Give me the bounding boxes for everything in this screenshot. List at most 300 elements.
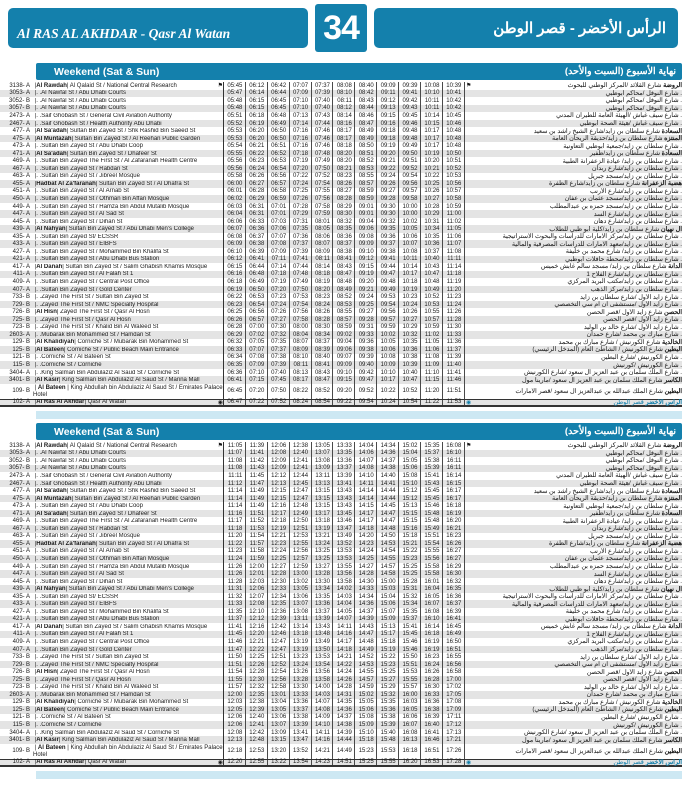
time-cell: 05:52 bbox=[224, 120, 246, 128]
time-cell: 09:16 bbox=[377, 120, 399, 128]
stop-name-ar: البطين شارع الكورنيش / الشاطئ العام (المدخل الرئيسي) bbox=[532, 706, 682, 714]
time-cell: 08:54 bbox=[312, 400, 334, 405]
time-cell: 14:17 bbox=[355, 517, 377, 525]
stop-id: 463- A bbox=[12, 533, 30, 540]
time-cell: 10:11 bbox=[399, 256, 421, 264]
time-cell: 14:07 bbox=[312, 699, 334, 707]
stop-name-ar: . شارع مبارك بن محمد /شارع حمدان bbox=[586, 331, 682, 339]
time-cell: 14:11 bbox=[312, 729, 334, 737]
stop-name: | . .Sultan Bin Zayed St / Gold Center bbox=[33, 286, 132, 293]
time-cell: 11:28 bbox=[443, 316, 465, 324]
time-cell: 13:48 bbox=[312, 631, 334, 639]
stop-name-ar: . شارع النوفل /محاكم ابوظبي bbox=[605, 464, 682, 472]
time-cell: 16:40 bbox=[421, 721, 443, 729]
time-cell: 14:31 bbox=[333, 691, 355, 699]
stop-id: 407- A bbox=[12, 286, 30, 293]
time-cell: 09:10 bbox=[355, 248, 377, 256]
time-cell: 08:29 bbox=[333, 203, 355, 211]
stop-name: | . .Sultan Bin Zayed St / Mohammed Bin Khalifa St bbox=[33, 608, 169, 615]
time-cell: 16:18 bbox=[443, 502, 465, 510]
time-cell: 17:28 bbox=[443, 760, 465, 765]
stop-name-ar: . شارع سلطان بن زايد/مركز الذهب bbox=[590, 286, 682, 294]
time-cell: 06:31 bbox=[246, 210, 268, 218]
stop-name-ar: البطين شارع الكورنيش / الشاطئ العام (المدخل الرئيسي) bbox=[532, 346, 682, 354]
stop-name-ar: . شارع سلطان بن زايد/معهد الامارات للدراسات المصرفية والمالية bbox=[511, 240, 682, 248]
time-cell: 10:27 bbox=[399, 316, 421, 324]
time-cell: 15:15 bbox=[399, 517, 421, 525]
stop-name: | . .Sultan Bin Zayed St / Dihan St bbox=[33, 218, 123, 225]
stop-id: 417- A bbox=[12, 623, 30, 630]
time-cell: 06:38 bbox=[246, 240, 268, 248]
time-cell: 09:28 bbox=[355, 316, 377, 324]
time-columns bbox=[223, 450, 465, 458]
time-cell: 16:38 bbox=[421, 706, 443, 714]
time-cell: 15:31 bbox=[399, 585, 421, 593]
time-cell: 09:54 bbox=[377, 301, 399, 309]
table-row bbox=[0, 369, 682, 377]
time-cell: 16:18 bbox=[399, 744, 421, 759]
stop-id: 411- A bbox=[13, 631, 30, 638]
stop-name: | . .Sultan Bin Zayed St / Abu Dhabi Coop bbox=[33, 143, 143, 150]
time-cell: 10:59 bbox=[421, 324, 443, 332]
time-cell: 17:26 bbox=[443, 744, 465, 759]
time-cell: 10:53 bbox=[443, 173, 465, 181]
time-cell: 14:41 bbox=[377, 480, 399, 488]
stop-name-ar: . شارع سلطان بن زايد/شارع الأرنب bbox=[589, 187, 682, 195]
time-cell: 14:25 bbox=[355, 555, 377, 563]
time-cell: 08:27 bbox=[333, 188, 355, 196]
time-cell: 09:27 bbox=[355, 308, 377, 316]
time-cell: 12:06 bbox=[224, 714, 246, 722]
time-cell: 08:16 bbox=[333, 120, 355, 128]
time-cell: 09:01 bbox=[355, 210, 377, 218]
stop-name: | . .Corniche St / Corniche bbox=[33, 362, 102, 368]
time-cell: 09:48 bbox=[399, 127, 421, 135]
stop-name: | Al Nahyan | Sultan Bin Zayed St / Abu Dhabi Men's College bbox=[33, 226, 195, 233]
time-columns bbox=[223, 339, 465, 347]
stop-id: 427- A bbox=[12, 248, 30, 255]
time-cell: 16:46 bbox=[421, 736, 443, 744]
time-cell: 12:08 bbox=[246, 600, 268, 608]
stop-name-ar: . شارع سيف غباش /هيئة الصحة أبوظبي bbox=[579, 120, 682, 127]
stop-id: 469- A bbox=[12, 158, 30, 165]
time-cell: 12:20 bbox=[246, 631, 268, 639]
time-cell: 09:21 bbox=[355, 286, 377, 294]
time-cell: 12:25 bbox=[246, 653, 268, 661]
time-cell: 14:44 bbox=[377, 487, 399, 495]
time-cell: 05:48 bbox=[224, 105, 246, 113]
time-cell: 07:29 bbox=[290, 210, 312, 218]
time-cell: 08:04 bbox=[290, 331, 312, 339]
time-cell: 10:48 bbox=[421, 278, 443, 286]
time-cell: 06:57 bbox=[246, 316, 268, 324]
time-cell: 06:15 bbox=[224, 263, 246, 271]
time-cell: 09:42 bbox=[399, 97, 421, 105]
table-row bbox=[0, 256, 682, 264]
time-cell: 06:24 bbox=[246, 165, 268, 173]
time-cell: 13:20 bbox=[268, 744, 290, 759]
time-cell: 12:38 bbox=[246, 699, 268, 707]
stop-name-ar: المنتزه شارع سلطان بن زايد/حديقة الريحان العامة bbox=[552, 135, 682, 143]
time-cell: 13:05 bbox=[268, 706, 290, 714]
time-cell: 08:26 bbox=[333, 180, 355, 188]
table-row bbox=[0, 502, 682, 510]
stop-id: 3401- B bbox=[8, 737, 30, 744]
time-cell: 12:09 bbox=[268, 465, 290, 473]
route-title-en: Al RAS AL AKHDAR - Qasr Al Watan bbox=[17, 26, 231, 41]
time-cell: 12:21 bbox=[246, 638, 268, 646]
time-cell: 08:07 bbox=[312, 240, 334, 248]
time-cell: 16:01 bbox=[421, 578, 443, 586]
time-cell: 08:17 bbox=[333, 135, 355, 143]
stop-name: | . .Zayed The First St / Qasr Al Hosn bbox=[33, 316, 131, 323]
table-row bbox=[0, 188, 682, 196]
stop-name: | Al Muntazah | Sultan Bin Zayed St / Al Reehan Public Garden bbox=[33, 135, 201, 142]
time-cell: 07:37 bbox=[290, 240, 312, 248]
time-cell: 07:22 bbox=[246, 400, 268, 405]
time-cell: 08:08 bbox=[333, 82, 355, 90]
time-cell: 10:17 bbox=[421, 135, 443, 143]
time-columns bbox=[223, 706, 465, 714]
time-cell: 06:44 bbox=[268, 90, 290, 98]
time-cell: 08:40 bbox=[312, 354, 334, 362]
stop-name: | . .Sultan Bin Zayed St / Rabdan St bbox=[33, 525, 128, 532]
time-cell: 06:06 bbox=[224, 218, 246, 226]
time-cell: 09:24 bbox=[377, 173, 399, 181]
table-row bbox=[0, 195, 682, 203]
stop-name: | Al Muntazah | Sultan Bin Zayed St / Al Reehan Public Garden bbox=[33, 495, 201, 502]
stop-name: | . .Sultan Bin Zayed St / EIBFS bbox=[33, 601, 117, 608]
time-cell: 07:20 bbox=[246, 384, 268, 399]
time-cell: 09:49 bbox=[399, 142, 421, 150]
stop-name: | . .Sultan Bin Zayed St / Al Falah St 1 bbox=[33, 271, 134, 278]
time-cell: 12:19 bbox=[268, 525, 290, 533]
time-cell: 14:38 bbox=[333, 721, 355, 729]
time-cell: 08:24 bbox=[290, 400, 312, 405]
time-cell: 13:33 bbox=[290, 691, 312, 699]
time-cell: 11:02 bbox=[443, 218, 465, 226]
time-cell: 16:35 bbox=[443, 585, 465, 593]
stop-name: | . .Al Nawfal St / Abu Dhabi Courts bbox=[33, 457, 126, 464]
time-columns bbox=[223, 316, 465, 324]
time-cell: 07:26 bbox=[268, 308, 290, 316]
stop-name-ar: . شارع الملك سلمان بن عبد العزيز آل سعود /شارع الكورنيش bbox=[524, 729, 682, 737]
time-cell: 13:06 bbox=[268, 714, 290, 722]
time-cell: 16:19 bbox=[443, 510, 465, 518]
time-cell: 07:08 bbox=[246, 354, 268, 362]
time-cell: 11:35 bbox=[224, 608, 246, 616]
table-row bbox=[0, 525, 682, 533]
time-cell: 15:53 bbox=[377, 744, 399, 759]
time-cell: 08:52 bbox=[355, 157, 377, 165]
time-cell: 09:02 bbox=[333, 331, 355, 339]
time-cell: 13:37 bbox=[290, 706, 312, 714]
time-cell: 16:24 bbox=[421, 661, 443, 669]
stop-name-ar: الكاسر شارع الملك سلمان بن عبد العزيز آل سعود /مارينا مول bbox=[521, 376, 682, 384]
time-cell: 12:50 bbox=[290, 517, 312, 525]
table-row bbox=[0, 97, 682, 105]
time-cell: 12:06 bbox=[224, 721, 246, 729]
time-cell: 14:16 bbox=[312, 736, 334, 744]
stop-id: 733- B bbox=[12, 654, 30, 661]
time-cell: 12:30 bbox=[246, 676, 268, 684]
time-cell: 14:04 bbox=[355, 442, 377, 450]
time-cell: 10:41 bbox=[443, 90, 465, 98]
stop-name: | . .Mubarak Bin Mohammed St / Hamdan St bbox=[33, 691, 151, 698]
time-cell: 15:05 bbox=[399, 457, 421, 465]
stop-name: | . .Saif Ghobash St / Health Authority Abu Dhabi bbox=[33, 120, 162, 127]
time-cell: 12:28 bbox=[246, 668, 268, 676]
time-cell: 11:59 bbox=[246, 555, 268, 563]
time-cell: 09:20 bbox=[377, 150, 399, 158]
time-columns bbox=[223, 593, 465, 601]
time-cell: 08:28 bbox=[312, 316, 334, 324]
table-row bbox=[0, 608, 682, 616]
stop-name: | . .King Salman Bin Abdulaziz Al Saud St / Corniche St bbox=[33, 729, 179, 736]
stop-id: 471- A bbox=[12, 150, 30, 157]
time-cell: 09:39 bbox=[399, 82, 421, 90]
time-cell: 07:24 bbox=[290, 180, 312, 188]
time-columns bbox=[223, 210, 465, 218]
time-columns bbox=[223, 570, 465, 578]
stop-name-ar: . شارع الكورنيش /شارع البطين bbox=[600, 713, 682, 721]
table-row bbox=[0, 450, 682, 458]
time-cell: 11:06 bbox=[443, 233, 465, 241]
time-cell: 14:33 bbox=[355, 585, 377, 593]
table-row bbox=[0, 346, 682, 354]
stop-name-ar: الكاسر شارع الملك سلمان بن عبد العزيز آل سعود /مارينا مول bbox=[521, 736, 682, 744]
time-cell: 15:54 bbox=[421, 540, 443, 548]
stop-name: | . .Zayed The First St / Khalid Bin Al Waleed St bbox=[33, 684, 159, 691]
time-cell: 06:23 bbox=[224, 301, 246, 309]
time-columns bbox=[223, 331, 465, 339]
time-cell: 13:24 bbox=[290, 661, 312, 669]
time-columns bbox=[223, 760, 465, 765]
time-columns bbox=[223, 729, 465, 737]
time-cell: 15:45 bbox=[421, 487, 443, 495]
time-cell: 12:51 bbox=[268, 653, 290, 661]
table-row bbox=[0, 699, 682, 707]
time-cell: 11:20 bbox=[421, 384, 443, 399]
time-cell: 12:56 bbox=[268, 676, 290, 684]
time-cell: 11:46 bbox=[443, 376, 465, 384]
time-cell: 13:07 bbox=[312, 450, 334, 458]
stop-name-ar: السعادة شارع سلطان بن زايد/شارع الشيخ راشد بن سعيد bbox=[533, 487, 682, 495]
stop-id: 467- A bbox=[12, 165, 30, 172]
time-cell: 09:49 bbox=[377, 286, 399, 294]
table-row bbox=[0, 127, 682, 135]
stop-name-ar: . شارع زايد الأول /شارع سلطان بن زايد bbox=[580, 653, 682, 661]
time-cell: 10:26 bbox=[421, 188, 443, 196]
time-cell: 12:25 bbox=[268, 555, 290, 563]
table-row bbox=[0, 271, 682, 279]
time-cell: 11:49 bbox=[246, 487, 268, 495]
time-cell: 06:01 bbox=[224, 188, 246, 196]
time-cell: 13:19 bbox=[312, 525, 334, 533]
time-cell: 09:30 bbox=[377, 210, 399, 218]
section-header bbox=[36, 423, 682, 440]
time-cell: 06:50 bbox=[246, 286, 268, 294]
timetable-section-afternoon bbox=[0, 423, 686, 779]
time-cell: 08:39 bbox=[312, 346, 334, 354]
stop-name-ar: . شارع سلطان بن زايد/ عيادة الزعفرانة الطبية bbox=[562, 517, 682, 525]
stop-id: 723- B bbox=[12, 684, 30, 691]
time-cell: 13:05 bbox=[312, 442, 334, 450]
stop-name: | . .Sultan Bin Zayed St / Al Arnab St bbox=[33, 188, 129, 195]
stop-id: 451- A bbox=[12, 548, 30, 555]
time-cell: 12:51 bbox=[290, 525, 312, 533]
time-cell: 09:38 bbox=[355, 346, 377, 354]
stop-name: | . .Al Nawfal St / Abu Dhabi Courts bbox=[33, 90, 126, 97]
time-cell: 10:45 bbox=[443, 112, 465, 120]
time-cell: 11:39 bbox=[443, 354, 465, 362]
time-cell: 14:53 bbox=[355, 661, 377, 669]
stop-name-ar: . شارع سلطان بن زايد/شارع ربدان bbox=[591, 525, 682, 533]
time-cell: 15:08 bbox=[355, 714, 377, 722]
time-cell: 15:18 bbox=[377, 638, 399, 646]
time-cell: 07:58 bbox=[290, 316, 312, 324]
time-cell: 11:33 bbox=[224, 600, 246, 608]
time-cell: 16:08 bbox=[399, 729, 421, 737]
time-cell: 06:21 bbox=[246, 142, 268, 150]
time-cell: 08:37 bbox=[333, 240, 355, 248]
time-cell: 09:22 bbox=[333, 400, 355, 405]
time-cell: 06:03 bbox=[224, 203, 246, 211]
time-cell: 07:10 bbox=[290, 97, 312, 105]
time-cell: 06:12 bbox=[246, 82, 268, 90]
time-cell: 06:14 bbox=[246, 90, 268, 98]
time-cell: 14:57 bbox=[355, 676, 377, 684]
stop-name: | . .Al Nawfal St / Abu Dhabi Courts bbox=[33, 97, 126, 104]
time-cell: 08:34 bbox=[312, 331, 334, 339]
time-cell: 06:33 bbox=[224, 346, 246, 354]
time-cell: 11:12 bbox=[224, 480, 246, 488]
time-cell: 12:41 bbox=[246, 721, 268, 729]
time-cell: 12:18 bbox=[268, 517, 290, 525]
stop-id: 455- A bbox=[12, 180, 30, 187]
time-cell: 10:40 bbox=[421, 256, 443, 264]
time-columns bbox=[223, 646, 465, 654]
table-row bbox=[0, 676, 682, 684]
time-cell: 11:52 bbox=[246, 517, 268, 525]
stop-name-ar: . شارع النوفل /محاكم ابوظبي bbox=[605, 457, 682, 465]
time-cell: 16:58 bbox=[443, 668, 465, 676]
stop-name: | Al Kasir | King Salman Bin Abdulaziz Al Saud St / Marina Mall bbox=[33, 377, 200, 384]
time-cell: 07:01 bbox=[268, 210, 290, 218]
time-cell: 08:11 bbox=[333, 97, 355, 105]
time-cell: 08:22 bbox=[290, 384, 312, 399]
time-cell: 08:09 bbox=[290, 346, 312, 354]
table-row bbox=[0, 623, 682, 631]
time-columns bbox=[223, 495, 465, 503]
time-cell: 15:07 bbox=[377, 608, 399, 616]
stop-name-ar: . شارع النوفل /محاكم ابوظبي bbox=[605, 97, 682, 105]
table-row bbox=[0, 120, 682, 128]
time-cell: 16:23 bbox=[443, 533, 465, 541]
time-columns bbox=[223, 225, 465, 233]
time-cell: 12:01 bbox=[246, 570, 268, 578]
time-cell: 06:15 bbox=[246, 97, 268, 105]
stop-name-ar: ⚑ الروضة شارع القلائد /المركز الوطني للبحوث bbox=[466, 82, 682, 90]
time-cell: 15:25 bbox=[399, 570, 421, 578]
time-cell: 12:08 bbox=[224, 729, 246, 737]
stop-id: 121- B bbox=[12, 354, 30, 361]
time-cell: 13:56 bbox=[333, 570, 355, 578]
time-cell: 12:53 bbox=[290, 533, 312, 541]
stop-name-ar: . شارع سلطان بن زايد/مسجد حمزه بن عبدالمطلب bbox=[549, 203, 682, 211]
time-columns bbox=[223, 721, 465, 729]
time-cell: 11:00 bbox=[443, 210, 465, 218]
time-cell: 08:32 bbox=[333, 218, 355, 226]
table-row bbox=[0, 721, 682, 729]
time-cell: 07:20 bbox=[268, 286, 290, 294]
time-cell: 14:00 bbox=[312, 684, 334, 692]
time-cell: 08:47 bbox=[312, 376, 334, 384]
time-cell: 14:47 bbox=[377, 510, 399, 518]
time-cell: 15:40 bbox=[377, 729, 399, 737]
time-cell: 13:49 bbox=[333, 533, 355, 541]
time-cell: 10:06 bbox=[377, 346, 399, 354]
time-cell: 10:52 bbox=[399, 384, 421, 399]
stop-name-ar: . شارع سلطان بن زايد/مكتب البريد المركزي bbox=[567, 638, 682, 646]
stop-name-ar: . شارع سيف غباش /الهيئة العامة للطيران المدني bbox=[556, 112, 682, 120]
time-cell: 10:05 bbox=[399, 225, 421, 233]
time-cell: 06:19 bbox=[224, 286, 246, 294]
stop-id: 411- A bbox=[13, 271, 30, 278]
time-cell: 13:47 bbox=[333, 525, 355, 533]
time-cell: 10:08 bbox=[421, 82, 443, 90]
time-cell: 13:53 bbox=[333, 548, 355, 556]
time-cell: 10:49 bbox=[421, 286, 443, 294]
time-cell: 14:23 bbox=[312, 760, 334, 765]
time-cell: 07:27 bbox=[268, 316, 290, 324]
time-columns bbox=[223, 157, 465, 165]
table-row bbox=[0, 585, 682, 593]
time-cell: 16:45 bbox=[443, 623, 465, 631]
stop-id: 421- A bbox=[12, 616, 30, 623]
time-cell: 06:20 bbox=[246, 127, 268, 135]
time-cell: 13:00 bbox=[290, 570, 312, 578]
time-cell: 15:06 bbox=[377, 600, 399, 608]
time-cell: 09:56 bbox=[399, 180, 421, 188]
time-cell: 16:19 bbox=[421, 638, 443, 646]
stop-name-ar: الدانة شارع سلطان بن زايد/ مسجد سالم غابش خميس bbox=[540, 263, 682, 271]
time-cell: 08:43 bbox=[312, 369, 334, 377]
time-cell: 08:55 bbox=[355, 173, 377, 181]
table-row bbox=[0, 248, 682, 256]
time-cell: 06:50 bbox=[268, 127, 290, 135]
time-cell: 16:41 bbox=[421, 729, 443, 737]
stop-name: | . .Sultan Bin Zayed St / Gold Center bbox=[33, 646, 132, 653]
time-cell: 12:22 bbox=[246, 646, 268, 654]
table-row bbox=[0, 593, 682, 601]
time-cell: 14:51 bbox=[333, 760, 355, 765]
time-cell: 12:36 bbox=[268, 608, 290, 616]
stop-name-ar: . شارع زايد الأول /مستشفى ان ام سي التخصصي bbox=[554, 661, 682, 669]
time-cell: 07:46 bbox=[312, 127, 334, 135]
stop-name: | . .Sultan Bin Zayed St / Abu Dhabi Bus Station bbox=[33, 616, 160, 623]
section-label-en: Weekend (Sat & Sun) bbox=[54, 425, 160, 438]
stop-id: 726- B bbox=[12, 309, 30, 316]
time-cell: 11:41 bbox=[246, 450, 268, 458]
time-cell: 13:55 bbox=[333, 563, 355, 571]
time-cell: 09:15 bbox=[377, 112, 399, 120]
time-cell: 16:06 bbox=[399, 714, 421, 722]
time-cell: 06:44 bbox=[246, 263, 268, 271]
time-cell: 07:56 bbox=[290, 308, 312, 316]
time-cell: 16:11 bbox=[443, 457, 465, 465]
time-cell: 11:49 bbox=[246, 495, 268, 503]
